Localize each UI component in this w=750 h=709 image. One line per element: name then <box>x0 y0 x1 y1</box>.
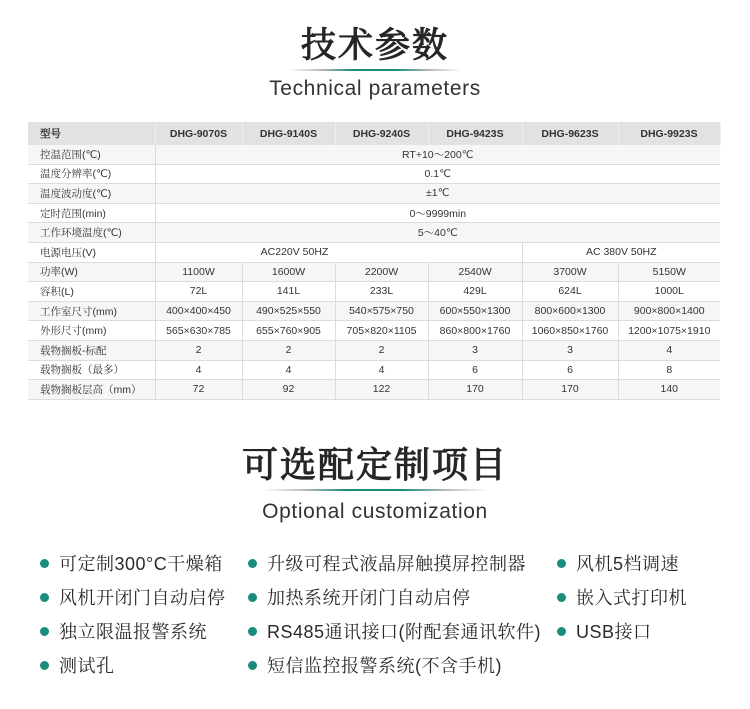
row-label: 温度波动度(℃) <box>28 184 155 204</box>
table-cell: RT+10～200℃ <box>155 145 720 164</box>
tech-title-divider <box>288 69 462 71</box>
table-cell: 8 <box>618 360 720 380</box>
option-label: RS485通讯接口(附配套通讯软件) <box>267 622 542 642</box>
table-row <box>28 360 720 380</box>
table-header-row <box>28 122 720 145</box>
spec-table <box>28 122 721 400</box>
table-cell: 2 <box>335 340 428 360</box>
options-column-3 <box>557 546 687 648</box>
option-item <box>557 614 687 648</box>
bullet-dot <box>557 593 566 602</box>
table-cell: 900×800×1400 <box>618 301 720 321</box>
row-label: 载物搁板（最多） <box>28 360 155 380</box>
option-item <box>40 648 226 682</box>
table-row <box>28 301 720 321</box>
table-cell: 141L <box>242 282 335 302</box>
table-cell: 1000L <box>618 282 720 302</box>
option-item <box>248 614 541 648</box>
table-cell: AC220V 50HZ <box>155 242 522 262</box>
table-cell: 92 <box>242 380 335 400</box>
table-cell: 600×550×1300 <box>428 301 522 321</box>
table-cell: ±1℃ <box>155 184 720 204</box>
table-cell: 0～9999min <box>155 203 720 223</box>
option-label: USB接口 <box>576 622 652 642</box>
table-cell: 4 <box>618 340 720 360</box>
table-row <box>28 242 720 262</box>
row-label: 载物搁板层高（mm） <box>28 380 155 400</box>
table-cell: 2 <box>155 340 242 360</box>
table-cell: 140 <box>618 380 720 400</box>
option-item <box>40 546 226 580</box>
table-row <box>28 145 720 164</box>
option-item <box>248 546 541 580</box>
options-title-divider <box>262 489 488 491</box>
bullet-dot <box>248 627 257 636</box>
option-label: 独立限温报警系统 <box>59 622 207 642</box>
header-cell-model: DHG-9070S <box>155 122 242 145</box>
row-label: 工作环境温度(℃) <box>28 223 155 243</box>
header-cell-model: DHG-9923S <box>618 122 720 145</box>
row-label: 电源电压(V) <box>28 242 155 262</box>
table-cell: 2540W <box>428 262 522 282</box>
table-row <box>28 282 720 302</box>
table-row <box>28 203 720 223</box>
table-cell: 2200W <box>335 262 428 282</box>
table-cell: 3 <box>522 340 618 360</box>
options-section-subtitle: Optional customization <box>262 500 488 523</box>
table-cell: 4 <box>242 360 335 380</box>
option-item <box>248 580 541 614</box>
option-label: 短信监控报警系统(不含手机) <box>267 656 502 676</box>
table-cell: 565×630×785 <box>155 321 242 341</box>
bullet-dot <box>248 559 257 568</box>
bullet-dot <box>557 559 566 568</box>
options-column-2 <box>248 546 541 682</box>
option-label: 加热系统开闭门自动启停 <box>267 588 471 608</box>
table-cell: 1200×1075×1910 <box>618 321 720 341</box>
table-cell: 170 <box>522 380 618 400</box>
table-row <box>28 223 720 243</box>
table-cell: 6 <box>522 360 618 380</box>
table-row <box>28 184 720 204</box>
option-label: 嵌入式打印机 <box>576 588 687 608</box>
table-cell: 2 <box>242 340 335 360</box>
table-cell: 6 <box>428 360 522 380</box>
header-cell-model-label: 型号 <box>28 122 155 145</box>
table-cell: 624L <box>522 282 618 302</box>
row-label: 容积(L) <box>28 282 155 302</box>
header-cell-model: DHG-9623S <box>522 122 618 145</box>
table-cell: 72 <box>155 380 242 400</box>
table-cell: 655×760×905 <box>242 321 335 341</box>
table-cell: AC 380V 50HZ <box>522 242 720 262</box>
table-cell: 4 <box>335 360 428 380</box>
table-row <box>28 164 720 184</box>
table-row <box>28 380 720 400</box>
table-cell: 4 <box>155 360 242 380</box>
bullet-dot <box>40 661 49 670</box>
table-cell: 705×820×1105 <box>335 321 428 341</box>
bullet-dot <box>40 627 49 636</box>
row-label: 外形尺寸(mm) <box>28 321 155 341</box>
table-cell: 490×525×550 <box>242 301 335 321</box>
table-cell: 429L <box>428 282 522 302</box>
option-item <box>557 546 687 580</box>
tech-section-subtitle: Technical parameters <box>269 77 481 100</box>
option-item <box>40 580 226 614</box>
table-cell: 72L <box>155 282 242 302</box>
table-cell: 800×600×1300 <box>522 301 618 321</box>
option-label: 风机开闭门自动启停 <box>59 588 226 608</box>
table-cell: 3 <box>428 340 522 360</box>
header-cell-model: DHG-9423S <box>428 122 522 145</box>
header-cell-model: DHG-9240S <box>335 122 428 145</box>
table-cell: 860×800×1760 <box>428 321 522 341</box>
table-cell: 5～40℃ <box>155 223 720 243</box>
table-cell: 1060×850×1760 <box>522 321 618 341</box>
option-item <box>248 648 541 682</box>
row-label: 载物搁板-标配 <box>28 340 155 360</box>
bullet-dot <box>557 627 566 636</box>
row-label: 功率(W) <box>28 262 155 282</box>
table-cell: 233L <box>335 282 428 302</box>
table-row <box>28 340 720 360</box>
table-cell: 1100W <box>155 262 242 282</box>
table-row <box>28 321 720 341</box>
option-label: 测试孔 <box>59 656 115 676</box>
table-cell: 0.1℃ <box>155 164 720 184</box>
option-label: 可定制300°C干燥箱 <box>59 554 223 574</box>
table-cell: 170 <box>428 380 522 400</box>
option-item <box>557 580 687 614</box>
table-cell: 5150W <box>618 262 720 282</box>
bullet-dot <box>248 593 257 602</box>
table-row <box>28 262 720 282</box>
tech-section-title: 技术参数 <box>300 26 449 65</box>
options-section-title: 可选配定制项目 <box>241 444 508 485</box>
table-cell: 3700W <box>522 262 618 282</box>
table-cell: 400×400×450 <box>155 301 242 321</box>
header-cell-model: DHG-9140S <box>242 122 335 145</box>
row-label: 工作室尺寸(mm) <box>28 301 155 321</box>
table-cell: 540×575×750 <box>335 301 428 321</box>
options-column-1 <box>40 546 226 682</box>
table-cell: 1600W <box>242 262 335 282</box>
bullet-dot <box>248 661 257 670</box>
row-label: 定时范围(min) <box>28 203 155 223</box>
bullet-dot <box>40 593 49 602</box>
bullet-dot <box>40 559 49 568</box>
option-label: 风机5档调速 <box>576 554 680 574</box>
row-label: 温度分辨率(℃) <box>28 164 155 184</box>
option-label: 升级可程式液晶屏触摸屏控制器 <box>267 554 526 574</box>
row-label: 控温范围(℃) <box>28 145 155 164</box>
table-cell: 122 <box>335 380 428 400</box>
option-item <box>40 614 226 648</box>
